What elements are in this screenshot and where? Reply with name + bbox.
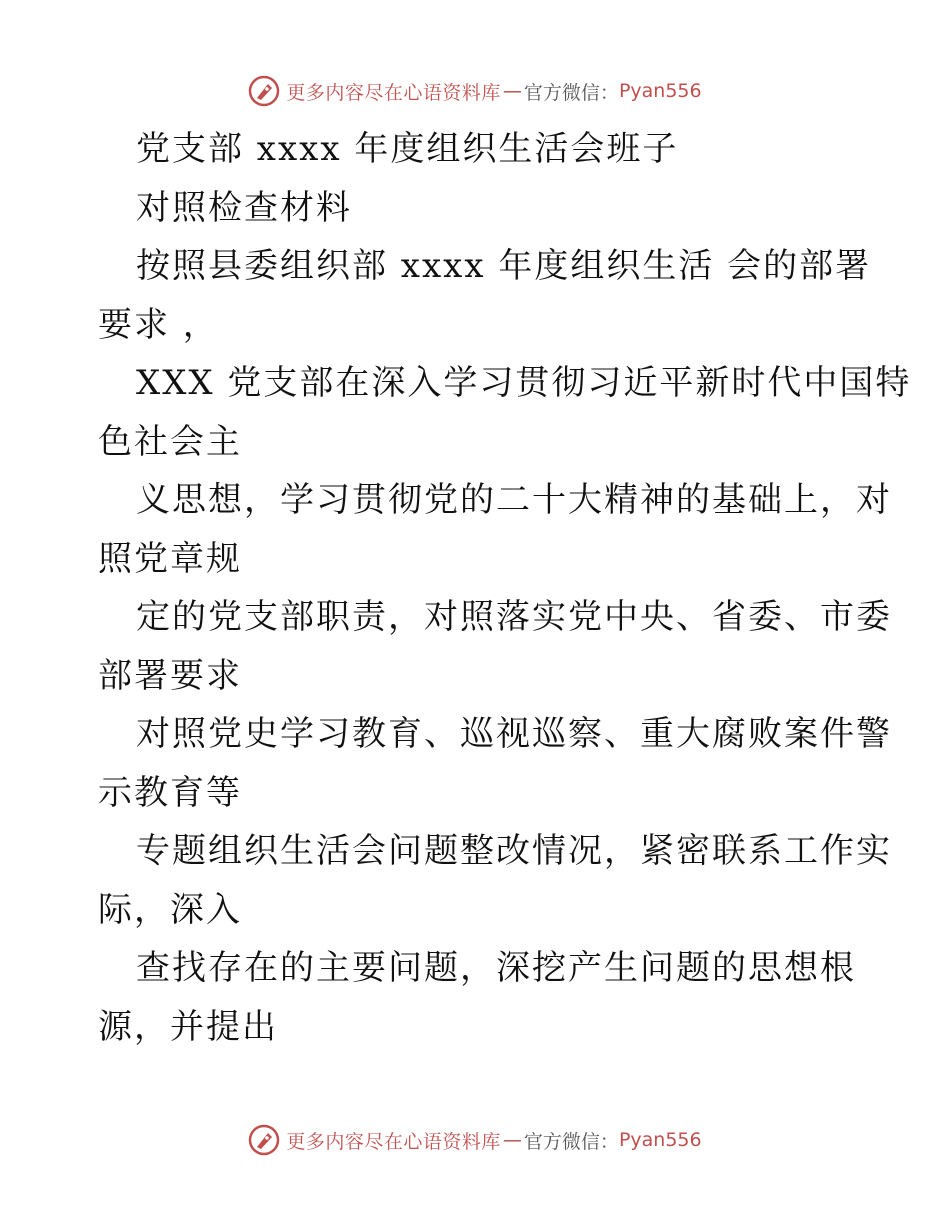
footer-watermark [0, 1120, 950, 1160]
watermark-separator: — [502, 1129, 522, 1151]
watermark-separator: — [502, 80, 522, 102]
paragraph-line: 色社会主 [98, 421, 242, 462]
paragraph-line: XXX 党支部在深入学习贯彻习近平新时代中国特 [136, 363, 912, 403]
watermark-text: 更多内容尽在心语资料库 [286, 1130, 501, 1153]
watermark-official-label: 官方微信： [523, 1130, 619, 1153]
document-title-line-2: 对照检查材料 [136, 187, 352, 228]
paragraph-line: 要求 ， [98, 304, 219, 345]
paragraph-line: 示教育等 [98, 772, 242, 813]
document-title-line-1: 党支部 xxxx 年度组织生活会班子 [136, 129, 679, 169]
paragraph-line: 对照党史学习教育、巡视巡察、重大腐败案件警 [136, 714, 892, 754]
paragraph-line: 源，并提出 [98, 1006, 278, 1047]
paragraph-line: 查找存在的主要问题，深挖产生问题的思想根 [136, 948, 856, 988]
watermark-text: 更多内容尽在心语资料库 [286, 81, 501, 104]
paragraph-line: 际，深入 [98, 889, 242, 930]
document-body [98, 120, 912, 1056]
paragraph-line: 定的党支部职责，对照落实党中央、省委、市委 [136, 597, 892, 637]
paragraph-line: 部署要求 [98, 655, 242, 696]
watermark-wechat-id: Pyan556 [618, 1129, 702, 1151]
watermark-official-label: 官方微信： [523, 81, 619, 104]
pen-nib-logo-icon [248, 75, 280, 107]
paragraph-line: 按照县委组织部 xxxx 年度组织生活 会的部署 [136, 246, 872, 286]
header-watermark [0, 71, 950, 111]
paragraph-line: 专题组织生活会问题整改情况，紧密联系工作实 [136, 831, 892, 871]
paragraph-line: 义思想，学习贯彻党的二十大精神的基础上，对 [136, 480, 892, 520]
paragraph-line: 照党章规 [98, 538, 242, 579]
watermark-wechat-id: Pyan556 [618, 80, 702, 102]
pen-nib-logo-icon [248, 1124, 280, 1156]
